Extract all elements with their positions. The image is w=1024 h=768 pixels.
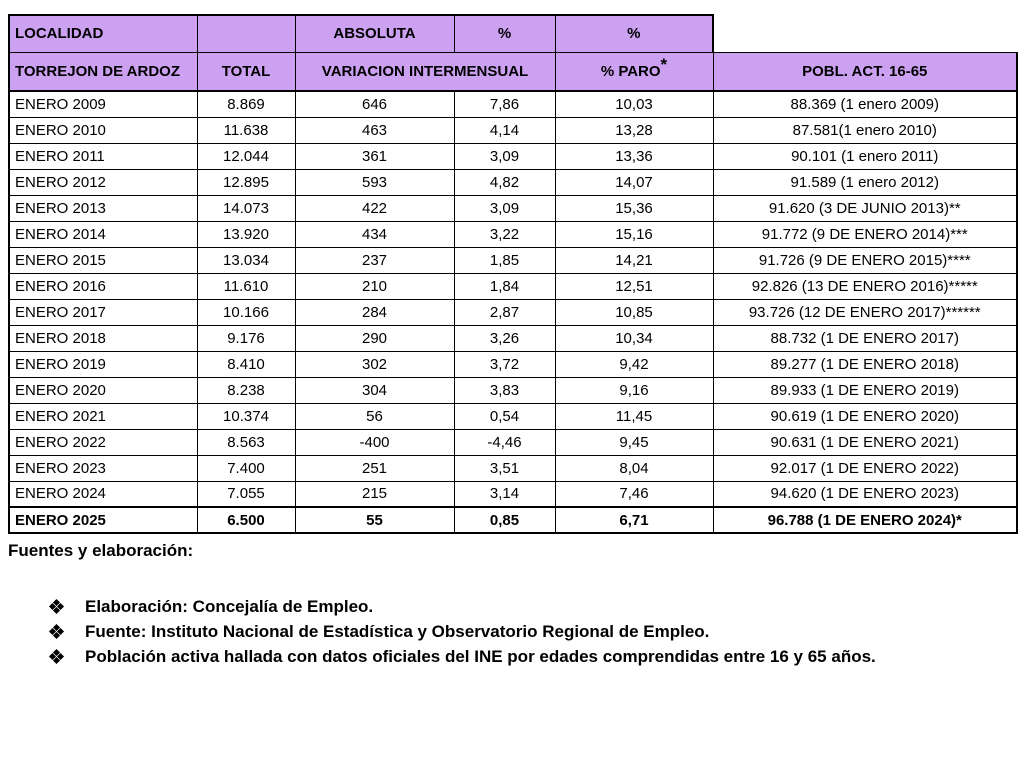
cell-pct_variation: 7,86	[454, 91, 555, 117]
cell-total: 12.895	[197, 169, 295, 195]
source-item-text: Elaboración: Concejalía de Empleo.	[85, 597, 374, 616]
cell-active_population: 90.101 (1 enero 2011)	[713, 143, 1017, 169]
four-diamonds-bullet-icon	[50, 600, 63, 613]
cell-absolute_variation: -400	[295, 429, 454, 455]
cell-unemployment_rate: 9,16	[555, 377, 713, 403]
cell-absolute_variation: 593	[295, 169, 454, 195]
cell-total: 13.034	[197, 247, 295, 273]
four-diamonds-bullet-icon	[50, 650, 63, 663]
cell-unemployment_rate: 10,34	[555, 325, 713, 351]
four-diamonds-bullet-icon	[50, 625, 63, 638]
cell-unemployment_rate: 15,16	[555, 221, 713, 247]
cell-unemployment_rate: 12,51	[555, 273, 713, 299]
cell-pct_variation: 4,14	[454, 117, 555, 143]
table-row	[9, 481, 1017, 507]
cell-total: 11.638	[197, 117, 295, 143]
cell-period: ENERO 2018	[9, 325, 197, 351]
cell-pct_variation: 1,84	[454, 273, 555, 299]
cell-pct_variation: 3,72	[454, 351, 555, 377]
header-percent-b: %	[555, 15, 713, 52]
header-empty-corner	[713, 15, 1017, 52]
source-item	[50, 594, 950, 619]
cell-absolute_variation: 237	[295, 247, 454, 273]
cell-period: ENERO 2025	[9, 507, 197, 533]
cell-pct_variation: 3,22	[454, 221, 555, 247]
cell-unemployment_rate: 9,42	[555, 351, 713, 377]
cell-period: ENERO 2009	[9, 91, 197, 117]
cell-pct_variation: 1,85	[454, 247, 555, 273]
cell-total: 13.920	[197, 221, 295, 247]
header-absoluta: ABSOLUTA	[295, 15, 454, 52]
header-row-2	[9, 52, 1017, 91]
table-row	[9, 117, 1017, 143]
cell-absolute_variation: 302	[295, 351, 454, 377]
table-row	[9, 195, 1017, 221]
cell-absolute_variation: 646	[295, 91, 454, 117]
cell-unemployment_rate: 8,04	[555, 455, 713, 481]
cell-pct_variation: 4,82	[454, 169, 555, 195]
cell-active_population: 91.772 (9 DE ENERO 2014)***	[713, 221, 1017, 247]
cell-unemployment_rate: 11,45	[555, 403, 713, 429]
header-municipality: TORREJON DE ARDOZ	[9, 52, 197, 91]
cell-unemployment_rate: 13,28	[555, 117, 713, 143]
header-localidad: LOCALIDAD	[9, 15, 197, 52]
cell-absolute_variation: 210	[295, 273, 454, 299]
cell-period: ENERO 2017	[9, 299, 197, 325]
table-body	[9, 91, 1017, 533]
cell-period: ENERO 2020	[9, 377, 197, 403]
unemployment-table	[8, 14, 1018, 534]
cell-unemployment_rate: 10,03	[555, 91, 713, 117]
table-row	[9, 507, 1017, 533]
cell-total: 10.166	[197, 299, 295, 325]
table-row	[9, 299, 1017, 325]
cell-total: 14.073	[197, 195, 295, 221]
paro-asterisk: *	[660, 54, 668, 74]
cell-period: ENERO 2021	[9, 403, 197, 429]
source-item-text: Fuente: Instituto Nacional de Estadística y Observatorio Regional de Empleo.	[85, 622, 710, 641]
cell-total: 9.176	[197, 325, 295, 351]
table-row	[9, 429, 1017, 455]
table-row	[9, 91, 1017, 117]
cell-total: 8.869	[197, 91, 295, 117]
cell-active_population: 91.620 (3 DE JUNIO 2013)**	[713, 195, 1017, 221]
cell-active_population: 88.369 (1 enero 2009)	[713, 91, 1017, 117]
header-row-1	[9, 15, 1017, 52]
cell-total: 7.055	[197, 481, 295, 507]
cell-period: ENERO 2024	[9, 481, 197, 507]
cell-unemployment_rate: 15,36	[555, 195, 713, 221]
cell-total: 8.238	[197, 377, 295, 403]
cell-unemployment_rate: 10,85	[555, 299, 713, 325]
table-header	[9, 15, 1017, 91]
header-variacion-intermensual: VARIACION INTERMENSUAL	[295, 52, 555, 91]
sources-title: Fuentes y elaboración:	[8, 541, 194, 560]
cell-active_population: 93.726 (12 DE ENERO 2017)******	[713, 299, 1017, 325]
cell-pct_variation: 3,26	[454, 325, 555, 351]
cell-active_population: 96.788 (1 DE ENERO 2024)*	[713, 507, 1017, 533]
table-row	[9, 377, 1017, 403]
sources-list	[50, 594, 1016, 669]
table-row	[9, 455, 1017, 481]
cell-active_population: 89.277 (1 DE ENERO 2018)	[713, 351, 1017, 377]
header-paro: % PARO*	[555, 52, 713, 91]
cell-active_population: 88.732 (1 DE ENERO 2017)	[713, 325, 1017, 351]
table-row	[9, 351, 1017, 377]
table-row	[9, 221, 1017, 247]
cell-total: 8.563	[197, 429, 295, 455]
cell-pct_variation: 3,83	[454, 377, 555, 403]
cell-pct_variation: 3,51	[454, 455, 555, 481]
cell-period: ENERO 2010	[9, 117, 197, 143]
cell-total: 6.500	[197, 507, 295, 533]
cell-period: ENERO 2019	[9, 351, 197, 377]
source-item	[50, 644, 950, 669]
cell-total: 10.374	[197, 403, 295, 429]
header-poblacion-activa: POBL. ACT. 16-65	[713, 52, 1017, 91]
cell-absolute_variation: 215	[295, 481, 454, 507]
cell-pct_variation: 0,85	[454, 507, 555, 533]
cell-unemployment_rate: 7,46	[555, 481, 713, 507]
cell-pct_variation: 2,87	[454, 299, 555, 325]
cell-absolute_variation: 422	[295, 195, 454, 221]
cell-active_population: 94.620 (1 DE ENERO 2023)	[713, 481, 1017, 507]
cell-absolute_variation: 361	[295, 143, 454, 169]
cell-absolute_variation: 56	[295, 403, 454, 429]
cell-period: ENERO 2023	[9, 455, 197, 481]
table-row	[9, 169, 1017, 195]
cell-period: ENERO 2022	[9, 429, 197, 455]
cell-active_population: 91.726 (9 DE ENERO 2015)****	[713, 247, 1017, 273]
cell-absolute_variation: 251	[295, 455, 454, 481]
cell-active_population: 92.017 (1 DE ENERO 2022)	[713, 455, 1017, 481]
cell-active_population: 91.589 (1 enero 2012)	[713, 169, 1017, 195]
cell-period: ENERO 2016	[9, 273, 197, 299]
header-percent-a: %	[454, 15, 555, 52]
cell-absolute_variation: 304	[295, 377, 454, 403]
cell-total: 7.400	[197, 455, 295, 481]
cell-active_population: 90.631 (1 DE ENERO 2021)	[713, 429, 1017, 455]
cell-pct_variation: 3,09	[454, 143, 555, 169]
cell-period: ENERO 2013	[9, 195, 197, 221]
table-row	[9, 403, 1017, 429]
cell-absolute_variation: 55	[295, 507, 454, 533]
header-spacer-cell	[197, 15, 295, 52]
cell-period: ENERO 2011	[9, 143, 197, 169]
cell-active_population: 92.826 (13 DE ENERO 2016)*****	[713, 273, 1017, 299]
cell-unemployment_rate: 14,07	[555, 169, 713, 195]
cell-absolute_variation: 434	[295, 221, 454, 247]
source-item-text: Población activa hallada con datos oficiales del INE por edades comprendidas entre 16 y 65 años.	[85, 647, 876, 666]
cell-total: 12.044	[197, 143, 295, 169]
cell-period: ENERO 2014	[9, 221, 197, 247]
cell-unemployment_rate: 13,36	[555, 143, 713, 169]
table-row	[9, 143, 1017, 169]
cell-active_population: 89.933 (1 DE ENERO 2019)	[713, 377, 1017, 403]
cell-pct_variation: 0,54	[454, 403, 555, 429]
cell-pct_variation: -4,46	[454, 429, 555, 455]
cell-active_population: 90.619 (1 DE ENERO 2020)	[713, 403, 1017, 429]
cell-pct_variation: 3,14	[454, 481, 555, 507]
source-item	[50, 619, 950, 644]
table-row	[9, 273, 1017, 299]
cell-period: ENERO 2015	[9, 247, 197, 273]
cell-pct_variation: 3,09	[454, 195, 555, 221]
table-row	[9, 247, 1017, 273]
cell-absolute_variation: 290	[295, 325, 454, 351]
cell-unemployment_rate: 6,71	[555, 507, 713, 533]
cell-unemployment_rate: 9,45	[555, 429, 713, 455]
cell-unemployment_rate: 14,21	[555, 247, 713, 273]
cell-period: ENERO 2012	[9, 169, 197, 195]
cell-active_population: 87.581(1 enero 2010)	[713, 117, 1017, 143]
cell-absolute_variation: 284	[295, 299, 454, 325]
header-total: TOTAL	[197, 52, 295, 91]
cell-total: 11.610	[197, 273, 295, 299]
cell-absolute_variation: 463	[295, 117, 454, 143]
cell-total: 8.410	[197, 351, 295, 377]
table-row	[9, 325, 1017, 351]
